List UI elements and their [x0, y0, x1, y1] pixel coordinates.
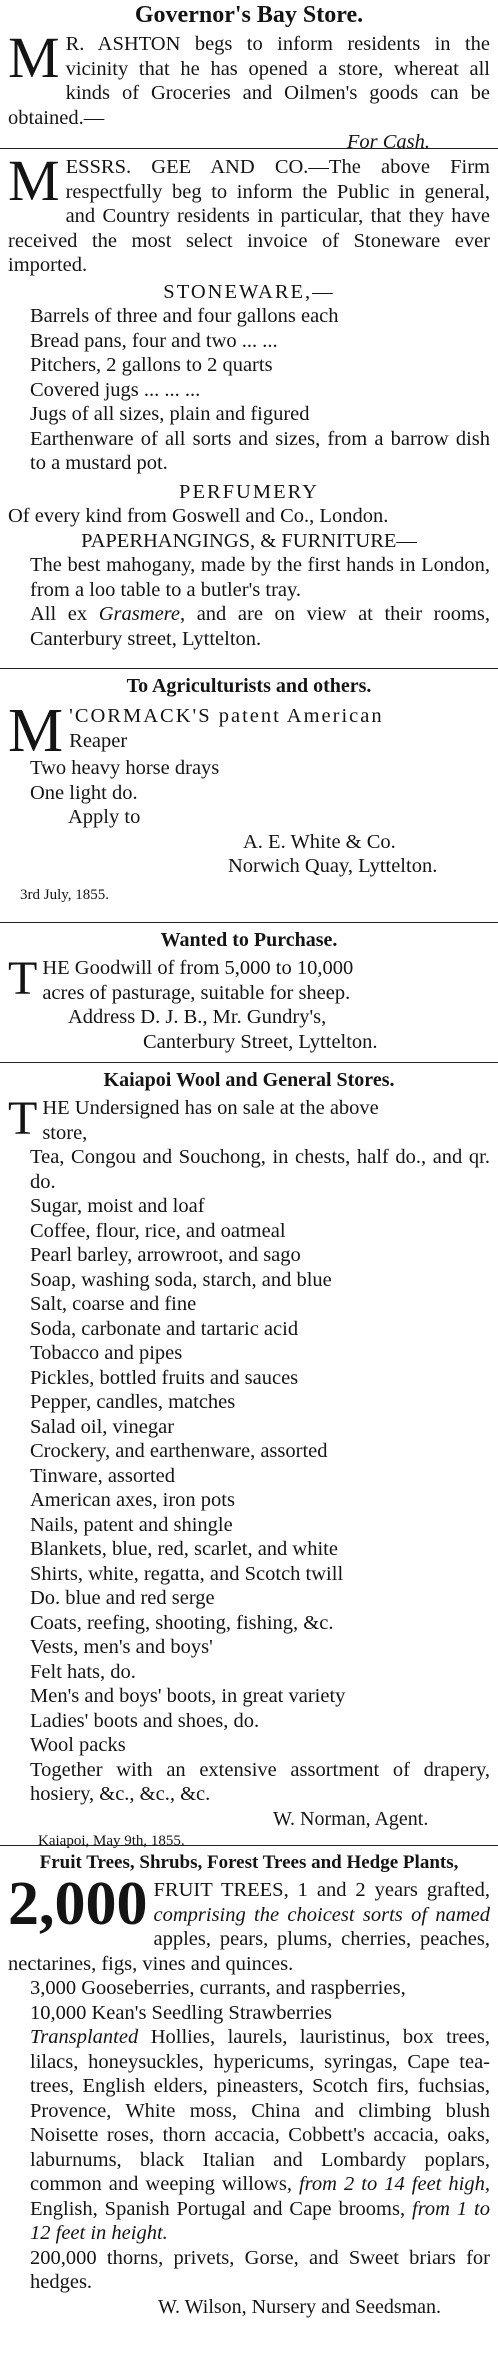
kaiapoi-item: Sugar, moist and loaf: [30, 1195, 205, 1217]
kaiapoi-ad: [8, 1068, 490, 1851]
kaiapoi-item: Crockery, and earthenware, assorted: [30, 1440, 328, 1462]
kaiapoi-item: Ladies' boots and shoes, do.: [30, 1709, 260, 1732]
divider: [0, 668, 498, 669]
governors-bay-body: R. ASHTON begs to inform residents in the vicinity that he has opened a store, whereat all kinds of Groceries and Oilmen's goods can be obtained.—: [8, 33, 490, 129]
ex-prefix: All ex: [30, 603, 99, 625]
mahogany-line: The best mahogany, made by the first hands in London, from a loo table to a butler's tray.: [30, 554, 490, 601]
drop-cap: T: [8, 1092, 38, 1145]
kaiapoi-item: Pearl barley, arrowroot, and sago: [30, 1244, 301, 1266]
earthenware-line: Earthenware of all sorts and sizes, from a barrow dish to a mustard pot.: [30, 427, 490, 474]
wanted-ad: [8, 928, 490, 1054]
fruit-strawberries: 10,000 Kean's Seedling Strawberries: [30, 2001, 333, 2024]
brooms-text: English, Spanish Portugal and Cape brooms,: [30, 2197, 412, 2220]
mccormack-line: Two heavy horse drays: [30, 757, 220, 779]
gee-ad: [8, 148, 490, 651]
kaiapoi-item: Pickles, bottled fruits and sauces: [30, 1366, 299, 1389]
kaiapoi-item-list: [8, 1194, 490, 1758]
kaiapoi-heading: Kaiapoi Wool and General Stores.: [103, 1069, 395, 1091]
divider: [0, 922, 498, 923]
brooms-height: from 1 to 12 feet in height.: [30, 2197, 490, 2244]
kaiapoi-item: Salad oil, vinegar: [30, 1415, 175, 1438]
fruit-intro: FRUIT TREES, 1 and 2 years grafted,: [153, 1879, 490, 1901]
divider: [0, 148, 498, 149]
divider: [0, 1062, 498, 1063]
kaiapoi-together: Together with an extensive assortment of drapery, hosiery, &c., &c., &c.: [30, 1758, 490, 1805]
stoneware-line: Jugs of all sizes, plain and figured: [30, 403, 310, 425]
kaiapoi-item: Wool packs: [30, 1734, 126, 1756]
mccormack-address: Norwich Quay, Lyttelton.: [228, 855, 438, 877]
wanted-line: Canterbury Street, Lyttelton.: [143, 1030, 378, 1053]
wanted-line: Address D. J. B., Mr. Gundry's,: [68, 1006, 327, 1028]
drop-cap: M: [8, 25, 60, 90]
kaiapoi-item: Do. blue and red serge: [30, 1587, 215, 1609]
governors-bay-ad: [8, 2, 490, 155]
kaiapoi-item: Vests, men's and boys': [30, 1636, 213, 1658]
governors-bay-heading: Governor's Bay Store.: [134, 2, 364, 28]
paperhangings-heading: PAPERHANGINGS, & FURNITURE—: [81, 529, 417, 552]
governors-bay-terms: For Cash.: [346, 131, 430, 153]
kaiapoi-item: Tobacco and pipes: [30, 1342, 183, 1364]
mccormack-ad: [8, 674, 490, 905]
mccormack-reaper: Reaper: [69, 729, 128, 752]
wanted-line: HE Goodwill of from 5,000 to 10,000: [42, 957, 354, 979]
mccormack-agent: A. E. White & Co.: [243, 830, 396, 853]
kaiapoi-item: Blankets, blue, red, scarlet, and white: [30, 1538, 338, 1560]
wanted-heading: Wanted to Purchase.: [160, 929, 338, 951]
perfumery-line: Of every kind from Goswell and Co., London.: [8, 505, 389, 527]
kaiapoi-item: Felt hats, do.: [30, 1660, 136, 1683]
kaiapoi-signature: W. Norman, Agent.: [273, 1807, 429, 1830]
stoneware-heading: STONEWARE,—: [163, 280, 335, 303]
ship-name: Grasmere: [98, 603, 180, 625]
fruit-thorns: 200,000 thorns, privets, Gorse, and Sweet briars for hedges.: [30, 2246, 490, 2293]
kaiapoi-date: Kaiapoi, May 9th, 1855.: [38, 1833, 185, 1849]
fruit-intro-italic: comprising the choicest sorts of named: [153, 1903, 490, 1926]
transplanted-body: Hollies, laurels, lauristinus, box trees, lilacs, honeysuckles, hypericums, syringas, Cape tea-trees, English elders, pineasters, Scotch firs, fuchsias, Provence, White moss, China and climbing blush Noisette roses, thorn accacia, Cobbett's accacia, oaks, laburnums, black Italian and Lombardy poplars, common and weeping willows,: [30, 2026, 490, 2195]
drop-cap: M: [8, 697, 64, 765]
gee-body: ESSRS. GEE AND CO.—The above Firm respectfully beg to inform the Public in general, and Country residents in particular, that they have received the most select invoice of Stoneware ever imported.: [8, 156, 490, 276]
kaiapoi-item: Tinware, assorted: [30, 1464, 176, 1487]
mccormack-date: 3rd July, 1855.: [20, 886, 110, 903]
mccormack-line: One light do.: [30, 781, 138, 804]
kaiapoi-item: Shirts, white, regatta, and Scotch twill: [30, 1562, 344, 1585]
kaiapoi-item: American axes, iron pots: [30, 1489, 235, 1511]
kaiapoi-tea: Tea, Congou and Souchong, in chests, half do., and qr. do.: [30, 1146, 490, 1193]
stoneware-line: Bread pans, four and two ... ...: [30, 329, 278, 352]
kaiapoi-item: Soap, washing soda, starch, and blue: [30, 1268, 332, 1291]
fruit-heading: Fruit Trees, Shrubs, Forest Trees and Hedge Plants,: [39, 1852, 459, 1873]
fruit-intro: apples, pears, plums, cherries, peaches, nectarines, figs, vines and quinces.: [8, 1928, 490, 1975]
drop-cap: M: [8, 148, 60, 213]
drop-cap: T: [8, 952, 38, 1005]
fruit-trees-ad: [8, 1851, 490, 2319]
kaiapoi-item: Soda, carbonate and tartaric acid: [30, 1317, 299, 1340]
wanted-line: acres of pasturage, suitable for sheep.: [42, 981, 351, 1004]
stoneware-line: Barrels of three and four gallons each: [30, 305, 339, 327]
transplanted-label: Transplanted: [30, 2026, 139, 2048]
divider: [0, 1845, 498, 1846]
kaiapoi-item: Coffee, flour, rice, and oatmeal: [30, 1219, 286, 1242]
mccormack-title: 'CORMACK'S patent American: [69, 705, 384, 727]
fruit-signature: W. Wilson, Nursery and Seedsman.: [158, 2295, 442, 2318]
mccormack-line: Apply to: [68, 806, 141, 828]
kaiapoi-item: Nails, patent and shingle: [30, 1513, 233, 1536]
kaiapoi-item: Salt, coarse and fine: [30, 1293, 197, 1315]
kaiapoi-item: Men's and boys' boots, in great variety: [30, 1685, 346, 1707]
big-number: 2,000: [8, 1870, 148, 1938]
perfumery-heading: PERFUMERY: [179, 480, 319, 503]
stoneware-line: Pitchers, 2 gallons to 2 quarts: [30, 354, 273, 376]
willows-height: from 2 to 14 feet high,: [298, 2173, 490, 2195]
mccormack-heading: To Agriculturists and others.: [126, 675, 372, 697]
kaiapoi-intro: HE Undersigned has on sale at the above: [42, 1097, 379, 1119]
kaiapoi-item: Pepper, candles, matches: [30, 1391, 236, 1413]
fruit-gooseberries: 3,000 Gooseberries, currants, and raspberries,: [30, 1977, 406, 1999]
ex-suffix: , and are on view at their rooms, Canterbury street, Lyttelton.: [30, 603, 490, 650]
kaiapoi-item: Coats, reefing, shooting, fishing, &c.: [30, 1611, 334, 1634]
stoneware-line: Covered jugs ... ... ...: [30, 378, 201, 401]
kaiapoi-intro: store,: [42, 1121, 88, 1144]
